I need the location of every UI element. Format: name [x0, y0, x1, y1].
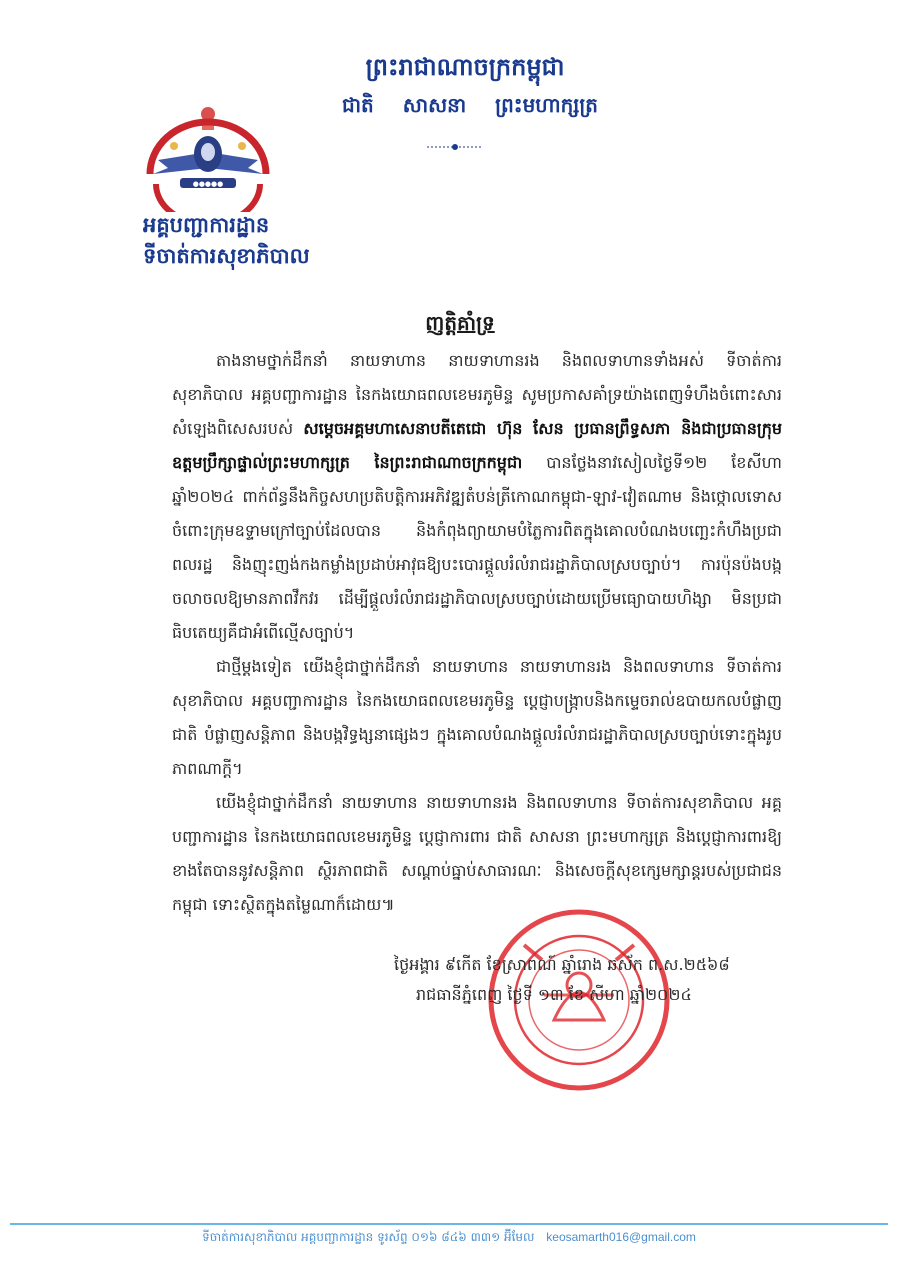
footer-contact: ទីចាត់ការសុខាភិបាល អគ្គបញ្ជាការដ្ឋាន ទូរស័ព្ទ ០១៦ ៨៤៦ ៣៣១ អ៊ីមែល [202, 1230, 535, 1244]
paragraph-3 [172, 786, 782, 922]
solar-date: រាជធានីភ្នំពេញ ថ្ងៃទី ១៣ ខែ សីហា ឆ្នាំ២០២៤ [416, 985, 692, 1004]
ornament-divider-icon [425, 140, 485, 154]
lunar-date: ថ្ងៃអង្គារ ៩កើត ខែស្រាពណ៍ ឆ្នាំរោង ឆស័ក ព.ស.២៥៦៨ [394, 955, 730, 974]
national-motto: ជាតិ សាសនា ព្រះមហាក្សត្រ [342, 93, 598, 117]
kingdom-heading: ព្រះរាជាណាចក្រកម្ពុជា [365, 53, 565, 81]
paragraph-2-text: ជាថ្មីម្តងទៀត យើងខ្ញុំជាថ្នាក់ដឹកនាំ នាយទាហាន នាយទាហានរង និងពលទាហាន ទីចាត់ការសុខាភិបាល អគ្គបញ្ជាការដ្ឋាន នៃកងយោធពលខេមរភូមិន្ទ ប្តេជ្ញាបង្ក្រាបនិងកម្ទេចរាល់ឧបាយកលបំផ្លាញជាតិ បំផ្លាញសន្តិភាព និងបង្កវិទ្ធង្សនាផ្សេងៗ ក្នុងគោលបំណងផ្តួលរំលំរាជរដ្ឋាភិបាលស្របច្បាប់ទោះក្នុងរូបភាពណាក្តី។ [172, 657, 782, 778]
paragraph-1-intro: តាងនាមថ្នាក់ដឹកនាំ នាយទាហាន នាយទាហានរង និងពលទាហានទាំងអស់ ទីចាត់ការសុខាភិបាល អគ្គបញ្ជាការដ្ឋាន នៃកងយោធពលខេមរភូមិន្ទ សូមប្រកាសគាំទ្រយ៉ាងពេញទំហឹងចំពោះសារសំឡេងពិសេសរបស់ [172, 351, 782, 438]
paragraph-1-rest: បានថ្លែងនាវសៀលថ្ងៃទី១២ ខែសីហា ឆ្នាំ២០២៤ ពាក់ព័ន្ធនឹងកិច្ចសហប្រតិបត្តិការអភិវឌ្ឍតំបន់ត្រីកោណកម្ពុជា-ឡាវ-វៀតណាម និងថ្កោលទោសចំពោះក្រុមឧទ្ទាមក្រៅច្បាប់ដែលបាន និងកំពុងព្យាយាមបំភ្លៃការពិតក្នុងគោលបំណងបញ្ឆេះកំហឹងប្រជាពលរដ្ឋ និងញុះញង់កងកម្លាំងប្រដាប់អាវុធឱ្យបះបោរផ្តួលរំលំរាជរដ្ឋាភិបាលស្របច្បាប់។ ការប៉ុនប៉ងបង្កចលាចលឱ្យមានភាពវឹកវរ ដើម្បីផ្តួលរំលំរាជរដ្ឋាភិបាលស្របច្បាប់ដោយប្រើមធ្យោបាយហិង្សា មិនប្រជាធិបតេយ្យគឺជាអំពើល្មើសច្បាប់។ [172, 453, 782, 642]
svg-text:●●●●●: ●●●●● [192, 180, 224, 188]
date-block [394, 950, 814, 1010]
paragraph-2 [172, 650, 782, 786]
footer [10, 1229, 888, 1247]
letter-body [172, 344, 782, 922]
military-emblem-icon [138, 102, 278, 212]
footer-divider [10, 1223, 888, 1225]
paragraph-1-honorific: សម្តេចអគ្គមហាសេនាបតីតេជោ ហ៊ុន សែន ប្រធានព្រឹទ្ធសភា និងជាប្រធានក្រុមឧត្តមប្រឹក្សាផ្ទាល់ព្រះមហាក្សត្រ នៃព្រះរាជាណាចក្រកម្ពុជា [172, 419, 783, 472]
paragraph-3-text: យើងខ្ញុំជាថ្នាក់ដឹកនាំ នាយទាហាន នាយទាហានរង និងពលទាហាន ទីចាត់ការសុខាភិបាល អគ្គបញ្ជាការដ្ឋាន នៃកងយោធពលខេមរភូមិន្ទ ប្តេជ្ញាការពារ ជាតិ សាសនា ព្រះមហាក្សត្រ និងប្តេជ្ញាការពារឱ្យខាងតែបាននូវសន្តិភាព ស្ថិរភាពជាតិ សណ្តាប់ធ្នាប់សាធារណៈ និងសេចក្តីសុខក្សេមក្សាន្តរបស់ប្រជាជនកម្ពុជា ទោះស្ថិតក្នុងតម្លៃណាក៏ដោយ៕ [172, 793, 782, 914]
footer-email[interactable]: keosamarth016@gmail.com [546, 1230, 696, 1244]
paragraph-1 [172, 344, 782, 650]
organization-name-line1: អគ្គបញ្ជាការដ្ឋាន [143, 213, 270, 237]
organization-name-line2: ទីចាត់ការសុខាភិបាល [143, 244, 310, 268]
document-title: ញត្តិគាំទ្រ [425, 311, 495, 335]
